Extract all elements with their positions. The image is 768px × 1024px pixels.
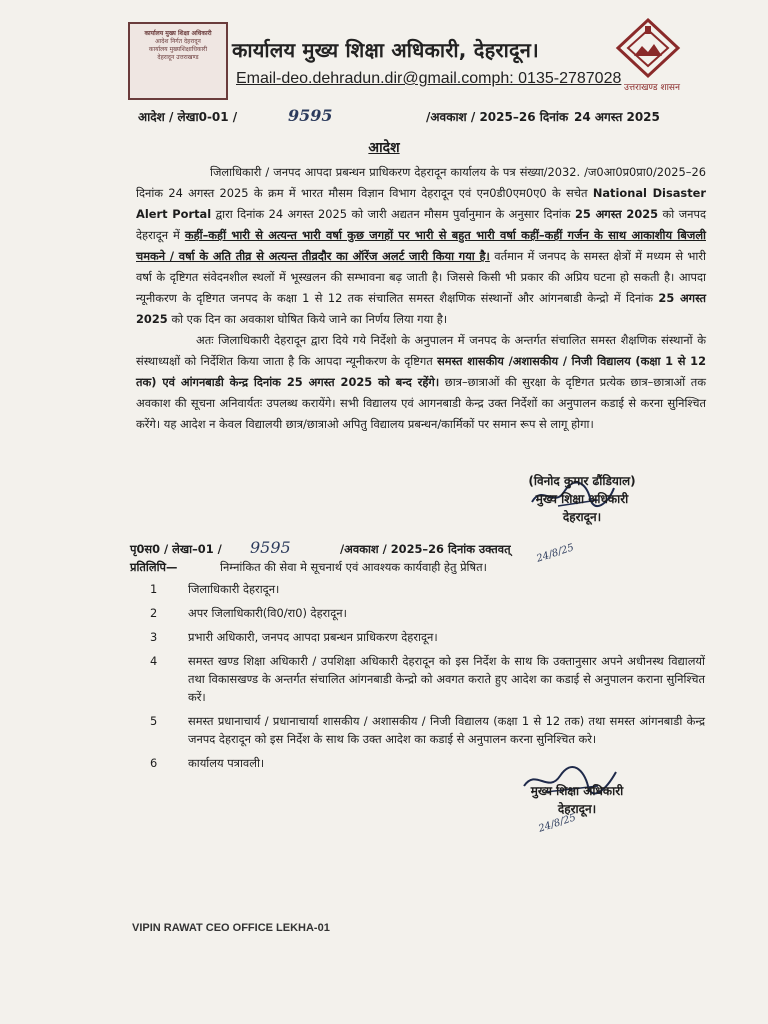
reference-prefix: आदेश / लेखा0-01 / bbox=[138, 110, 238, 124]
reference-suffix: /अवकाश / 2025–26 दिनांक bbox=[426, 110, 569, 124]
copy-ref-prefix: पृ0स0 / लेखा–01 / bbox=[130, 542, 222, 556]
office-contact: Email-deo.dehradun.dir@gmail.comph: 0135-2787028 bbox=[236, 70, 622, 87]
list-item-text: समस्त खण्ड शिक्षा अधिकारी / उपशिक्षा अधिकारी देहरादून को इस निर्देश के साथ कि उक्तानुसार अपने अधीनस्थ विद्यालयों तथा विकासखण्ड के अन्तर्गत संचालित आंगनबाडी केन्द्रो को अवगत कराते हुए आदेश का कडाई से अनुपालन कराना सुनिश्चित करें। bbox=[188, 654, 705, 704]
list-item bbox=[150, 652, 705, 706]
signatory-place: देहरादून। bbox=[562, 510, 602, 524]
signature-block-1 bbox=[502, 472, 662, 526]
copy-recipient-list bbox=[150, 580, 705, 778]
p1-date: 25 अगस्त 2025 bbox=[574, 207, 659, 221]
order-body bbox=[136, 162, 706, 435]
p1-part2: द्वारा दिनांक 24 अगस्त 2025 को जारी अद्यतन मौसम पुर्वानुमान के अनुसार दिनांक bbox=[211, 207, 575, 221]
signatory-designation: मुख्य शिक्षा अधिकारी bbox=[530, 784, 624, 798]
letterhead bbox=[128, 22, 748, 102]
p1-part5: को एक दिन का अवकाश घोषित किये जाने का निर्णय लिया गया है। bbox=[167, 312, 448, 326]
list-item-text: समस्त प्रधानाचार्य / प्रधानाचार्या शासकीय / अशासकीय / निजी विद्यालय (कक्षा 1 से 12 तक) तथा समस्त आंगनबाडी केन्द्र जनपद देहरादून को इस निर्देश के साथ कि उक्त आदेश का कडाई से अनुपालन करना सुनिश्चित करे। bbox=[188, 714, 705, 746]
list-item bbox=[150, 712, 705, 748]
signatory-name: (विनोद कुमार ढौंडियाल) bbox=[528, 474, 636, 488]
list-item bbox=[150, 754, 705, 772]
list-item-text: अपर जिलाधिकारी(वि0/रा0) देहरादून। bbox=[188, 606, 347, 620]
list-item-number: 2 bbox=[150, 606, 158, 620]
list-item-text: प्रभारी अधिकारी, जनपद आपदा प्रबन्धन प्राधिकरण देहरादून। bbox=[188, 630, 438, 644]
p1-portal: National Disaster Alert Portal bbox=[136, 186, 706, 221]
office-stamp bbox=[128, 22, 228, 100]
list-item bbox=[150, 628, 705, 646]
p1-part1: जिलाधिकारी / जनपद आपदा प्रबन्धन प्राधिकरण देहरादून कार्यालय के पत्र संख्या/2032. /ज0आ0प्र0प्रा0/2025–26 दिनांक 24 अगस्त 2025 के क्रम में भारत मौसम विज्ञान विभाग देहरादून एवं एन0डी0एम0ए0 के सचेत bbox=[136, 165, 706, 200]
signature-block-2 bbox=[502, 782, 652, 818]
signatory-designation: मुख्य शिक्षा अधिकारी bbox=[535, 492, 629, 506]
p1-date-2: 25 अगस्त 2025 bbox=[136, 291, 706, 326]
office-title: कार्यालय मुख्य शिक्षा अधिकारी, देहरादून। bbox=[232, 38, 539, 62]
order-heading: आदेश bbox=[368, 140, 400, 156]
copy-label: प्रतिलिपि— bbox=[130, 560, 178, 574]
list-item-number: 3 bbox=[150, 630, 158, 644]
order-reference bbox=[138, 108, 698, 130]
reference-number-handwritten: 9595 bbox=[288, 106, 333, 125]
paragraph-1 bbox=[136, 162, 706, 330]
copy-intro-text: निम्नांकित की सेवा मे सूचनार्थ एवं आवश्यक कार्यवाही हेतु प्रेषित। bbox=[220, 560, 487, 574]
list-item-number: 4 bbox=[150, 654, 158, 668]
copy-ref-suffix: /अवकाश / 2025–26 दिनांक उक्तवत् bbox=[340, 542, 511, 556]
p2-closure-bold: समस्त शासकीय /अशासकीय / निजी विद्यालय (कक्षा 1 से 12 तक) एवं आंगनबाडी केन्द्र दिनांक 25 अगस्त 2025 को बन्द रहेंगे। bbox=[136, 354, 706, 389]
stamp-line-3: कार्यालय मुख्यशिक्षाधिकारी bbox=[148, 46, 208, 53]
stamp-line-1: कार्यालय मुख्य शिक्षा अधिकारी bbox=[144, 30, 212, 37]
list-item-number: 1 bbox=[150, 582, 158, 596]
signature-date-handwritten: 24/8/25 bbox=[535, 542, 576, 565]
footer-note: VIPIN RAWAT CEO OFFICE LEKHA-01 bbox=[132, 922, 330, 934]
stamp-line-4: देहरादून उत्तराखण्ड bbox=[157, 54, 199, 61]
list-item-text: कार्यालय पत्रावली। bbox=[188, 756, 265, 770]
list-item-text: जिलाधिकारी देहरादून। bbox=[188, 582, 280, 596]
logo-caption: उत्तराखण्ड शासन bbox=[623, 83, 680, 93]
p2-part1: अतः जिलाधिकारी देहरादून द्वारा दिये गये निर्देशो के अनुपालन में जनपद के अन्तर्गत संचालित समस्त शैक्षणिक संस्थानों के संस्थाध्यक्षों को निर्देशित किया जाता है कि आपदा न्यूनीकरण के दृष्टिगत bbox=[136, 333, 706, 368]
signature-date-handwritten: 24/8/25 bbox=[537, 812, 578, 835]
list-item-number: 5 bbox=[150, 714, 158, 728]
p1-alert-underlined: कहीं–कहीं भारी से अत्यन्त भारी वर्षा कुछ जगहों पर भारी से बहुत भारी वर्षा कहीं–कहीं गर्जन के साथ आकाशीय बिजली चमकने / वर्षा के अति तीव्र से अत्यन्त तीव्रदौर का ऑरेंज अलर्ट जारी किया गया है। bbox=[136, 228, 706, 263]
stamp-line-2: आदेश निर्गत देहरादून bbox=[155, 38, 201, 45]
reference-date: 24 अगस्त 2025 bbox=[574, 110, 660, 124]
p1-part4: वर्तमान में जनपद के समस्त क्षेत्रों में मध्यम से भारी वर्षा के दृष्टिगत संवेदनशील स्थलों में भूस्खलन की सम्भावना बढ़ जाती है। जिससे किसी भी प्रकार की अप्रिय घटना हो सकती है। आपदा न्यूनीकरण के दृष्टिगत जनपद के कक्षा 1 से 12 तक संचालित समस्त शैक्षणिक संस्थानों और आंगनबाडी केन्द्रो में दिनांक bbox=[136, 249, 706, 305]
p2-part2: छात्र–छात्राओं की सुरक्षा के दृष्टिगत प्रत्येक छात्र–छात्राओं तक अवकाश की सूचना अनिवार्यतः उपलब्ध करायेंगे। सभी विद्यालय एवं आगनबाडी केन्द्र उक्त निर्देशों का अनुपालन कडाई से करना सुनिश्चित करेंगे। यह आदेश न केवल विद्यालयी छात्र/छात्राओ अपितु विद्यालय प्रबन्धन/कार्मिकों पर समान रूप से लागू होगा। bbox=[136, 375, 706, 431]
paragraph-2 bbox=[136, 330, 706, 435]
copy-reference bbox=[130, 538, 710, 582]
list-item bbox=[150, 580, 705, 598]
signatory-place: देहरादून। bbox=[557, 802, 597, 816]
p1-part3: को जनपद देहरादून में bbox=[136, 207, 706, 242]
list-item bbox=[150, 604, 705, 622]
list-item-number: 6 bbox=[150, 756, 158, 770]
copy-ref-number-handwritten: 9595 bbox=[250, 538, 291, 557]
